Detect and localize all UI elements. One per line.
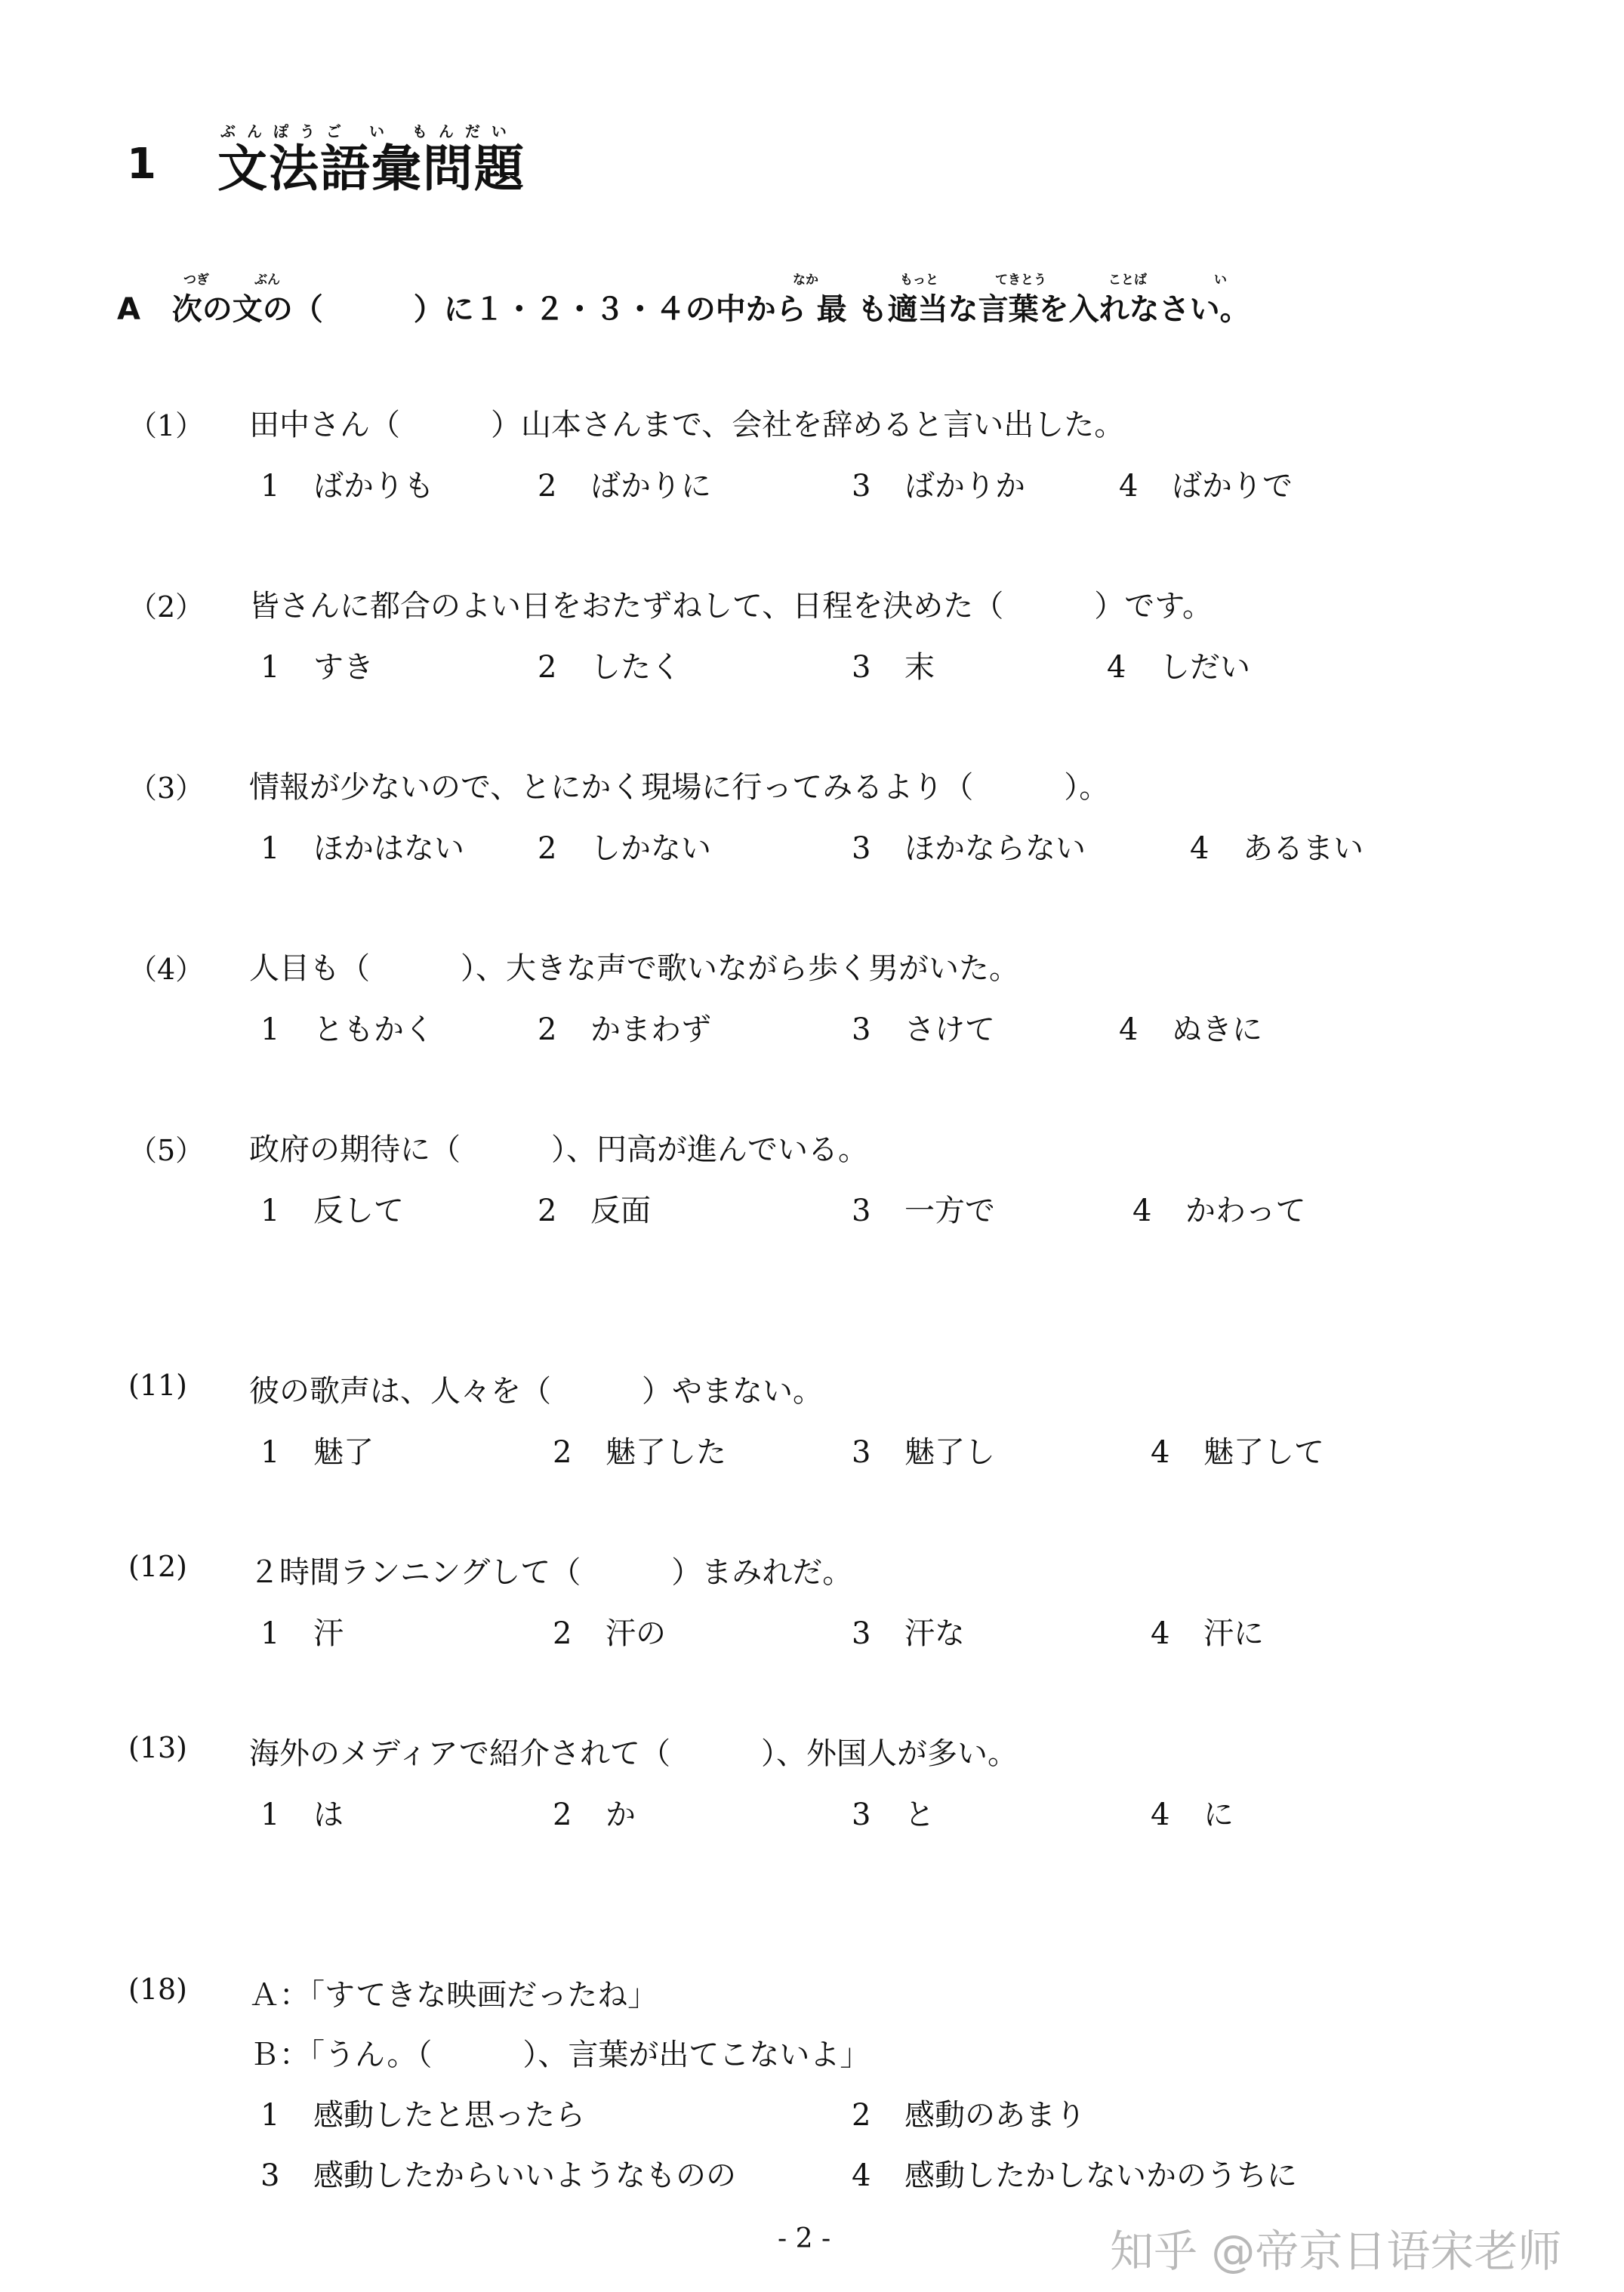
option-4[interactable]: 4 に <box>1151 1798 1234 1832</box>
question-number: (18) <box>128 1973 188 2006</box>
option-2[interactable]: 2 感動のあまり <box>852 2098 1086 2133</box>
option-1[interactable]: 1 魅了 <box>260 1435 374 1470</box>
option-3[interactable]: 3 さけて <box>852 1012 995 1047</box>
option-1[interactable]: 1 反して <box>260 1194 404 1228</box>
question-text: 情報が少ないので、とにかく現場に行ってみるより（ ）。 <box>249 770 1110 805</box>
question-number: (11) <box>128 1369 188 1402</box>
ruby-kotoba: ことば <box>1108 273 1147 288</box>
question-text: 皆さんに都合のよい日をおたずねして、日程を決めた（ ）です。 <box>249 589 1213 624</box>
question-text: ２時間ランニングして（ ）まみれだ。 <box>249 1555 853 1590</box>
section-title: 文法語彙問題 <box>217 140 525 198</box>
option-3[interactable]: 3 ばかりか <box>852 469 1025 504</box>
option-4[interactable]: 4 ばかりで <box>1119 469 1293 504</box>
option-4[interactable]: 4 あるまい <box>1190 831 1364 866</box>
ruby-bun: ぶん <box>254 273 280 288</box>
option-2[interactable]: 2 しかない <box>538 831 711 866</box>
option-1[interactable]: 1 感動したと思ったら <box>260 2098 585 2133</box>
question-text: 海外のメディアで紹介されて（ ）、外国人が多い。 <box>249 1736 1018 1771</box>
ruby-tsugi: つぎ <box>183 273 209 288</box>
question-number: (13) <box>128 1731 188 1764</box>
option-1[interactable]: 1 ばかりも <box>260 469 434 504</box>
question-number: （3） <box>128 772 205 805</box>
option-1[interactable]: 1 すき <box>260 650 374 685</box>
option-4[interactable]: 4 魅了して <box>1151 1435 1324 1470</box>
option-2[interactable]: 2 魅了した <box>553 1435 726 1470</box>
option-4[interactable]: 4 かわって <box>1132 1194 1306 1228</box>
question-text: 人目も（ ）、大きな声で歌いながら歩く男がいた。 <box>249 951 1019 986</box>
question-text: 田中さん（ ）山本さんまで、会社を辞めると言い出した。 <box>249 408 1125 442</box>
option-1[interactable]: 1 は <box>260 1798 344 1832</box>
option-4[interactable]: 4 しだい <box>1107 650 1250 685</box>
ruby-motto: もっと <box>900 273 938 288</box>
option-2[interactable]: 2 か <box>553 1798 636 1832</box>
question-number: （2） <box>128 590 205 624</box>
dialogue-line-b: Ｂ：「うん。（ ）、言葉が出てこないよ」 <box>249 2038 871 2072</box>
question-number: （5） <box>128 1134 205 1167</box>
option-2[interactable]: 2 かまわず <box>538 1012 711 1047</box>
option-3[interactable]: 3 感動したからいいようなものの <box>260 2158 736 2193</box>
question-text: 政府の期待に（ ）、円高が進んでいる。 <box>249 1132 868 1167</box>
option-1[interactable]: 1 ともかく <box>260 1012 434 1047</box>
instruction-label: A <box>117 292 140 327</box>
ruby-tekitou: てきとう <box>995 273 1046 288</box>
dialogue-line-a: Ａ：「すてきな映画だったね」 <box>249 1978 658 2013</box>
ruby-naka: なか <box>793 273 818 288</box>
section-title-ruby: ぶんぽうご い もんだい <box>220 122 518 140</box>
question-text: 彼の歌声は、人々を（ ）やまない。 <box>249 1374 823 1409</box>
option-2[interactable]: 2 汗の <box>553 1616 666 1651</box>
option-4[interactable]: 4 感動したかしないかのうちに <box>852 2158 1297 2193</box>
option-3[interactable]: 3 汗な <box>852 1616 965 1651</box>
option-4[interactable]: 4 ぬきに <box>1119 1012 1262 1047</box>
option-3[interactable]: 3 と <box>852 1798 935 1832</box>
ruby-i: い <box>1214 273 1227 288</box>
option-2[interactable]: 2 したく <box>538 650 681 685</box>
option-2[interactable]: 2 反面 <box>538 1194 651 1228</box>
page-number: - 2 - <box>778 2223 831 2254</box>
instruction <box>117 285 1250 328</box>
watermark: 知乎 @帝京日语宋老师 <box>1110 2226 1562 2277</box>
option-1[interactable]: 1 ほかはない <box>260 831 464 866</box>
option-4[interactable]: 4 汗に <box>1151 1616 1264 1651</box>
instruction-text: 次の文の（ ）に１・２・３・４の中から 最 も適当な言葉を入れなさい。 <box>171 292 1250 327</box>
option-3[interactable]: 3 一方で <box>852 1194 995 1228</box>
option-3[interactable]: 3 魅了し <box>852 1435 995 1470</box>
option-3[interactable]: 3 ほかならない <box>852 831 1086 866</box>
option-1[interactable]: 1 汗 <box>260 1616 344 1651</box>
option-2[interactable]: 2 ばかりに <box>538 469 711 504</box>
question-number: （1） <box>128 409 205 442</box>
option-3[interactable]: 3 末 <box>852 650 935 685</box>
question-number: （4） <box>128 953 205 986</box>
question-number: (12) <box>128 1550 188 1583</box>
section-number: 1 <box>127 140 156 189</box>
